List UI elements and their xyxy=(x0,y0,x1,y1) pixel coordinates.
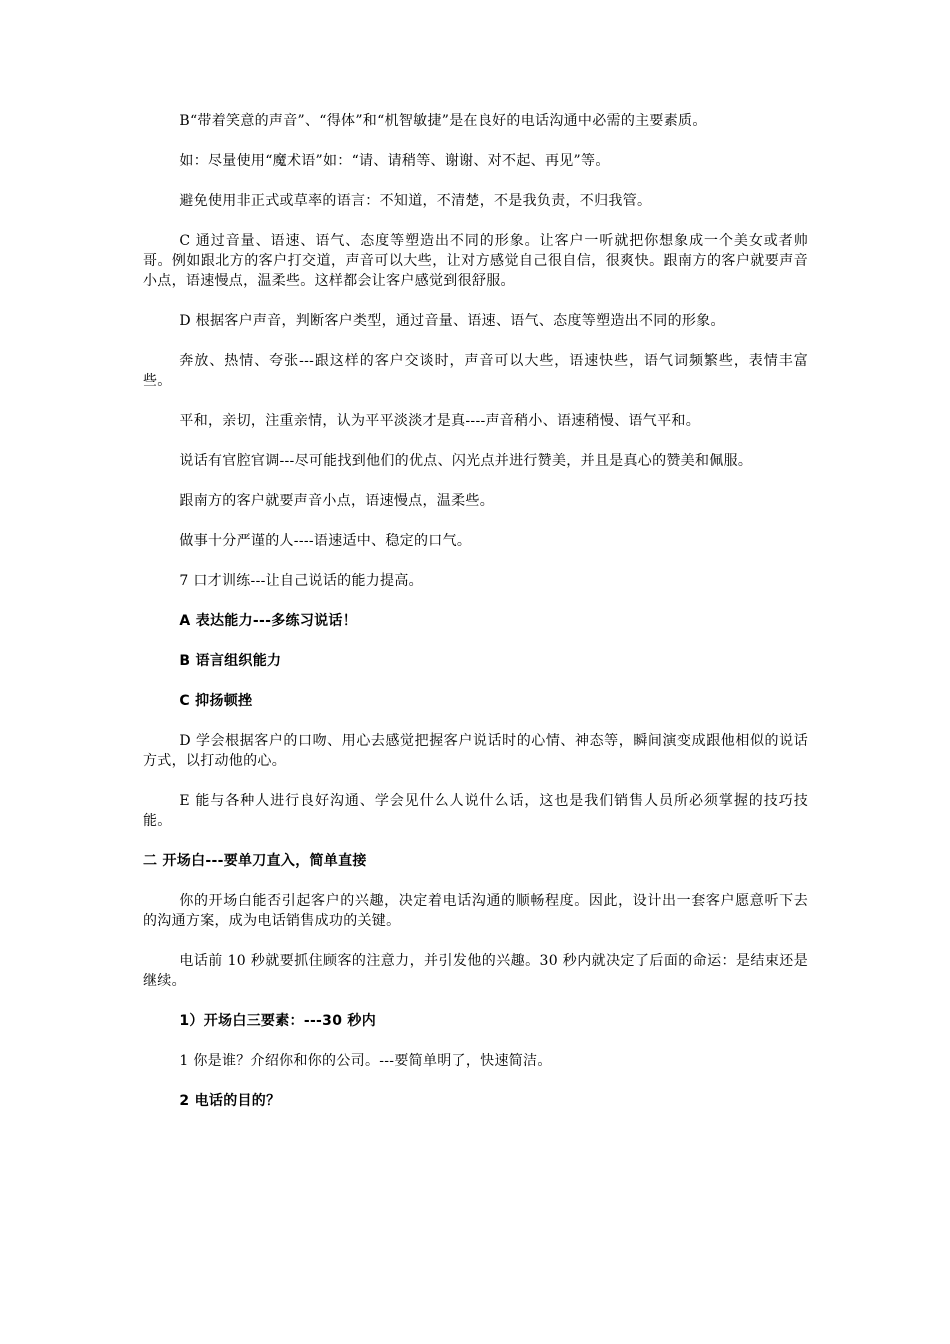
heading-cadence: C 抑扬顿挫 xyxy=(179,693,253,709)
paragraph-magic-words: 如：尽量使用“魔术语”如：“请、请稍等、谢谢、对不起、再见”等。 xyxy=(179,153,610,169)
paragraph-southern-customers: 跟南方的客户就要声音小点，语速慢点，温柔些。 xyxy=(179,493,494,509)
paragraph-opening-interest: 你的开场白能否引起客户的兴趣，决定着电话沟通的顺畅程度。因此，设计出一套客户愿意听下去的沟通方案，成为电话销售成功的关键。 xyxy=(143,893,808,929)
heading-expression-ability: A 表达能力---多练习说话！ xyxy=(179,613,358,629)
paragraph-avoid-informal: 避免使用非正式或草率的语言：不知道，不清楚，不是我负责，不归我管。 xyxy=(179,193,652,209)
document-page xyxy=(143,111,808,1131)
section-heading-opening: 二 开场白---要单刀直入，简单直接 xyxy=(143,853,367,869)
paragraph-who-are-you: 1 你是谁？介绍你和你的公司。---要简单明了，快速简洁。 xyxy=(179,1053,552,1069)
heading-language-organization: B 语言组织能力 xyxy=(179,653,282,669)
paragraph-c-image: C 通过音量、语速、语气、态度等塑造出不同的形象。让客户一听就把你想象成一个美女或者帅哥。例如跟北方的客户打交道，声音可以大些，让对方感觉自己很自信，很爽快。跟南方的客户就要声音小点，语速慢点，温柔些。这样都会让客户感觉到很舒服。 xyxy=(143,233,808,289)
paragraph-first-10-seconds: 电话前 10 秒就要抓住顾客的注意力，并引发他的兴趣。30 秒内就决定了后面的命运：是结束还是继续。 xyxy=(143,953,808,989)
heading-opening-three-elements: 1）开场白三要素：---30 秒内 xyxy=(179,1013,377,1029)
paragraph-d-customer-type: D 根据客户声音，判断客户类型，通过音量、语速、语气、态度等塑造出不同的形象。 xyxy=(179,313,725,329)
paragraph-strict-people: 做事十分严谨的人----语速适中、稳定的口气。 xyxy=(179,533,472,549)
paragraph-b-voice-qualities: B“带着笑意的声音”、“得体”和“机智敏捷”是在良好的电话沟通中必需的主要素质。 xyxy=(179,113,707,129)
paragraph-d-mimic-tone: D 学会根据客户的口吻、用心去感觉把握客户说话时的心情、神态等，瞬间演变成跟他相似的说话方式，以打动他的心。 xyxy=(143,733,808,769)
paragraph-gentle-customers: 平和，亲切，注重亲情，认为平平淡淡才是真----声音稍小、语速稍慢、语气平和。 xyxy=(179,413,701,429)
heading-call-purpose: 2 电话的目的？ xyxy=(179,1093,281,1109)
paragraph-eloquence-training: 7 口才训练---让自己说话的能力提高。 xyxy=(179,573,423,589)
paragraph-official-tone: 说话有官腔官调---尽可能找到他们的优点、闪光点并进行赞美，并且是真心的赞美和佩服。 xyxy=(179,453,753,469)
paragraph-e-communication: E 能与各种人进行良好沟通、学会见什么人说什么话，这也是我们销售人员所必须掌握的技巧技能。 xyxy=(143,793,808,829)
paragraph-bold-customers: 奔放、热情、夸张---跟这样的客户交谈时，声音可以大些，语速快些，语气词频繁些，表情丰富些。 xyxy=(143,353,808,389)
